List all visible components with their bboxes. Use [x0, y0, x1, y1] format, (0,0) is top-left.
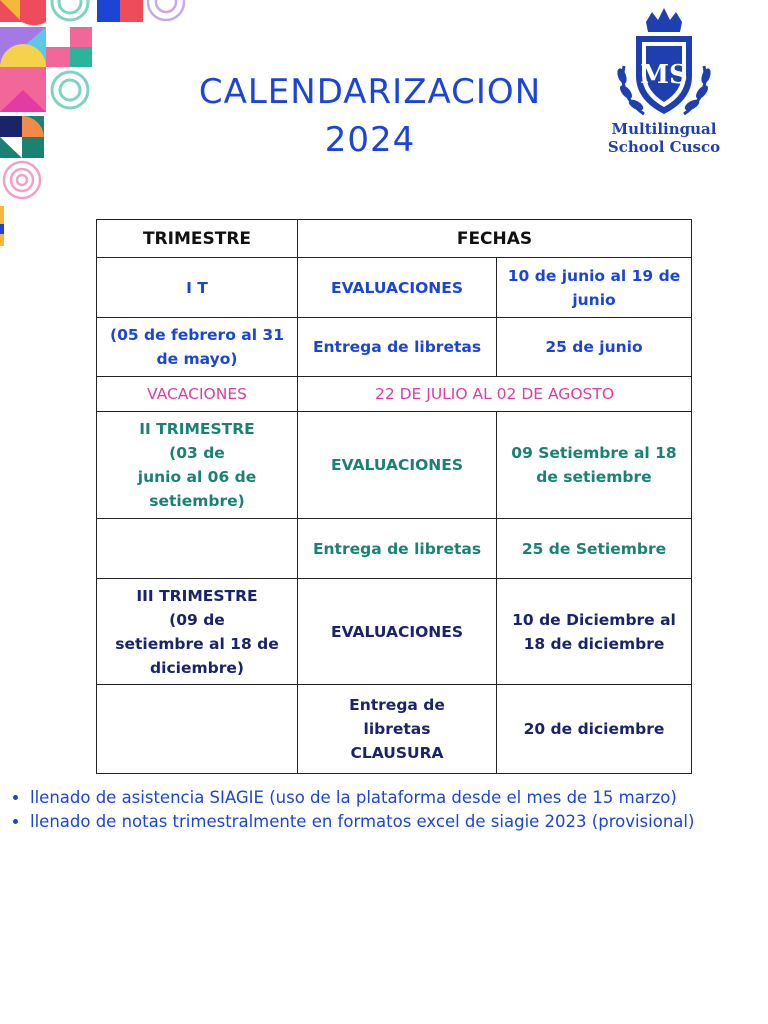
trimester-2-evaluation-dates: 09 Setiembre al 18 de setiembre: [497, 412, 692, 519]
table-row: [97, 519, 692, 579]
crest-monogram: MS: [640, 60, 688, 90]
title-line-2: 2024: [324, 120, 416, 160]
trimester-1-evaluation-dates: 10 de junio al 19 de junio: [497, 258, 692, 318]
trimester-2-range-a: (03 de: [169, 444, 225, 462]
trimester-3-label: III TRIMESTRE: [136, 586, 258, 605]
trimester-2-range-b: junio al 06 de: [137, 468, 257, 486]
trimester-1-libretas-date: 25 de junio: [497, 318, 692, 377]
notes-list: [12, 786, 694, 834]
table-row: [97, 377, 692, 412]
trimester-3-evaluation-dates: 10 de Diciembre al 18 de diciembre: [497, 579, 692, 685]
table-row: [97, 412, 692, 519]
trimester-2-range-c: setiembre): [149, 492, 245, 510]
trimester-3-evaluation: EVALUACIONES: [298, 579, 497, 685]
page-title: [150, 68, 590, 164]
vacation-dates: 22 DE JULIO AL 02 DE AGOSTO: [298, 377, 692, 412]
trimester-1-evaluation: EVALUACIONES: [298, 258, 497, 318]
table-row: [97, 258, 692, 318]
trimester-2-libretas: Entrega de libretas: [298, 519, 497, 579]
trimester-3-range-c: diciembre): [150, 658, 244, 677]
note-item: • llenado de notas trimestralmente en formatos excel de siagie 2023 (provisional): [30, 810, 694, 834]
vacation-label: VACACIONES: [97, 377, 298, 412]
trimester-2-libretas-date: 25 de Setiembre: [497, 519, 692, 579]
trimester-2-cell: [97, 412, 298, 519]
trimester-3-libretas-cell: [298, 685, 497, 774]
trimester-3-libretas-b: libretas: [363, 720, 431, 738]
empty-cell: [97, 685, 298, 774]
trimester-2-label: II TRIMESTRE: [139, 420, 255, 438]
trimester-1-libretas: Entrega de libretas: [298, 318, 497, 377]
school-name-line-1: Multilingual: [611, 120, 717, 138]
trimester-2-evaluation: EVALUACIONES: [298, 412, 497, 519]
note-item: • llenado de asistencia SIAGIE (uso de la plataforma desde el mes de 15 marzo): [30, 786, 694, 810]
school-name: [592, 120, 736, 156]
trimester-1-range: (05 de febrero al 31 de mayo): [97, 318, 298, 377]
trimester-3-libretas-date: 20 de diciembre: [497, 685, 692, 774]
trimester-3-range-b: setiembre al 18 de: [115, 634, 279, 653]
empty-cell: [97, 519, 298, 579]
trimester-3-clausura: CLAUSURA: [350, 744, 444, 762]
header-trimestre: TRIMESTRE: [97, 220, 298, 258]
table-row: [97, 318, 692, 377]
trimester-3-range-a: (09 de: [169, 610, 225, 629]
title-line-1: CALENDARIZACION: [198, 72, 542, 112]
header-fechas: FECHAS: [298, 220, 692, 258]
trimester-3-cell: [97, 579, 298, 685]
table-row: [97, 685, 692, 774]
table-header-row: [97, 220, 692, 258]
trimester-1-label: I T: [97, 258, 298, 318]
trimester-3-libretas-a: Entrega de: [349, 696, 445, 714]
school-name-line-2: School Cusco: [607, 138, 721, 156]
table-row: [97, 579, 692, 685]
calendar-table: [96, 219, 692, 774]
